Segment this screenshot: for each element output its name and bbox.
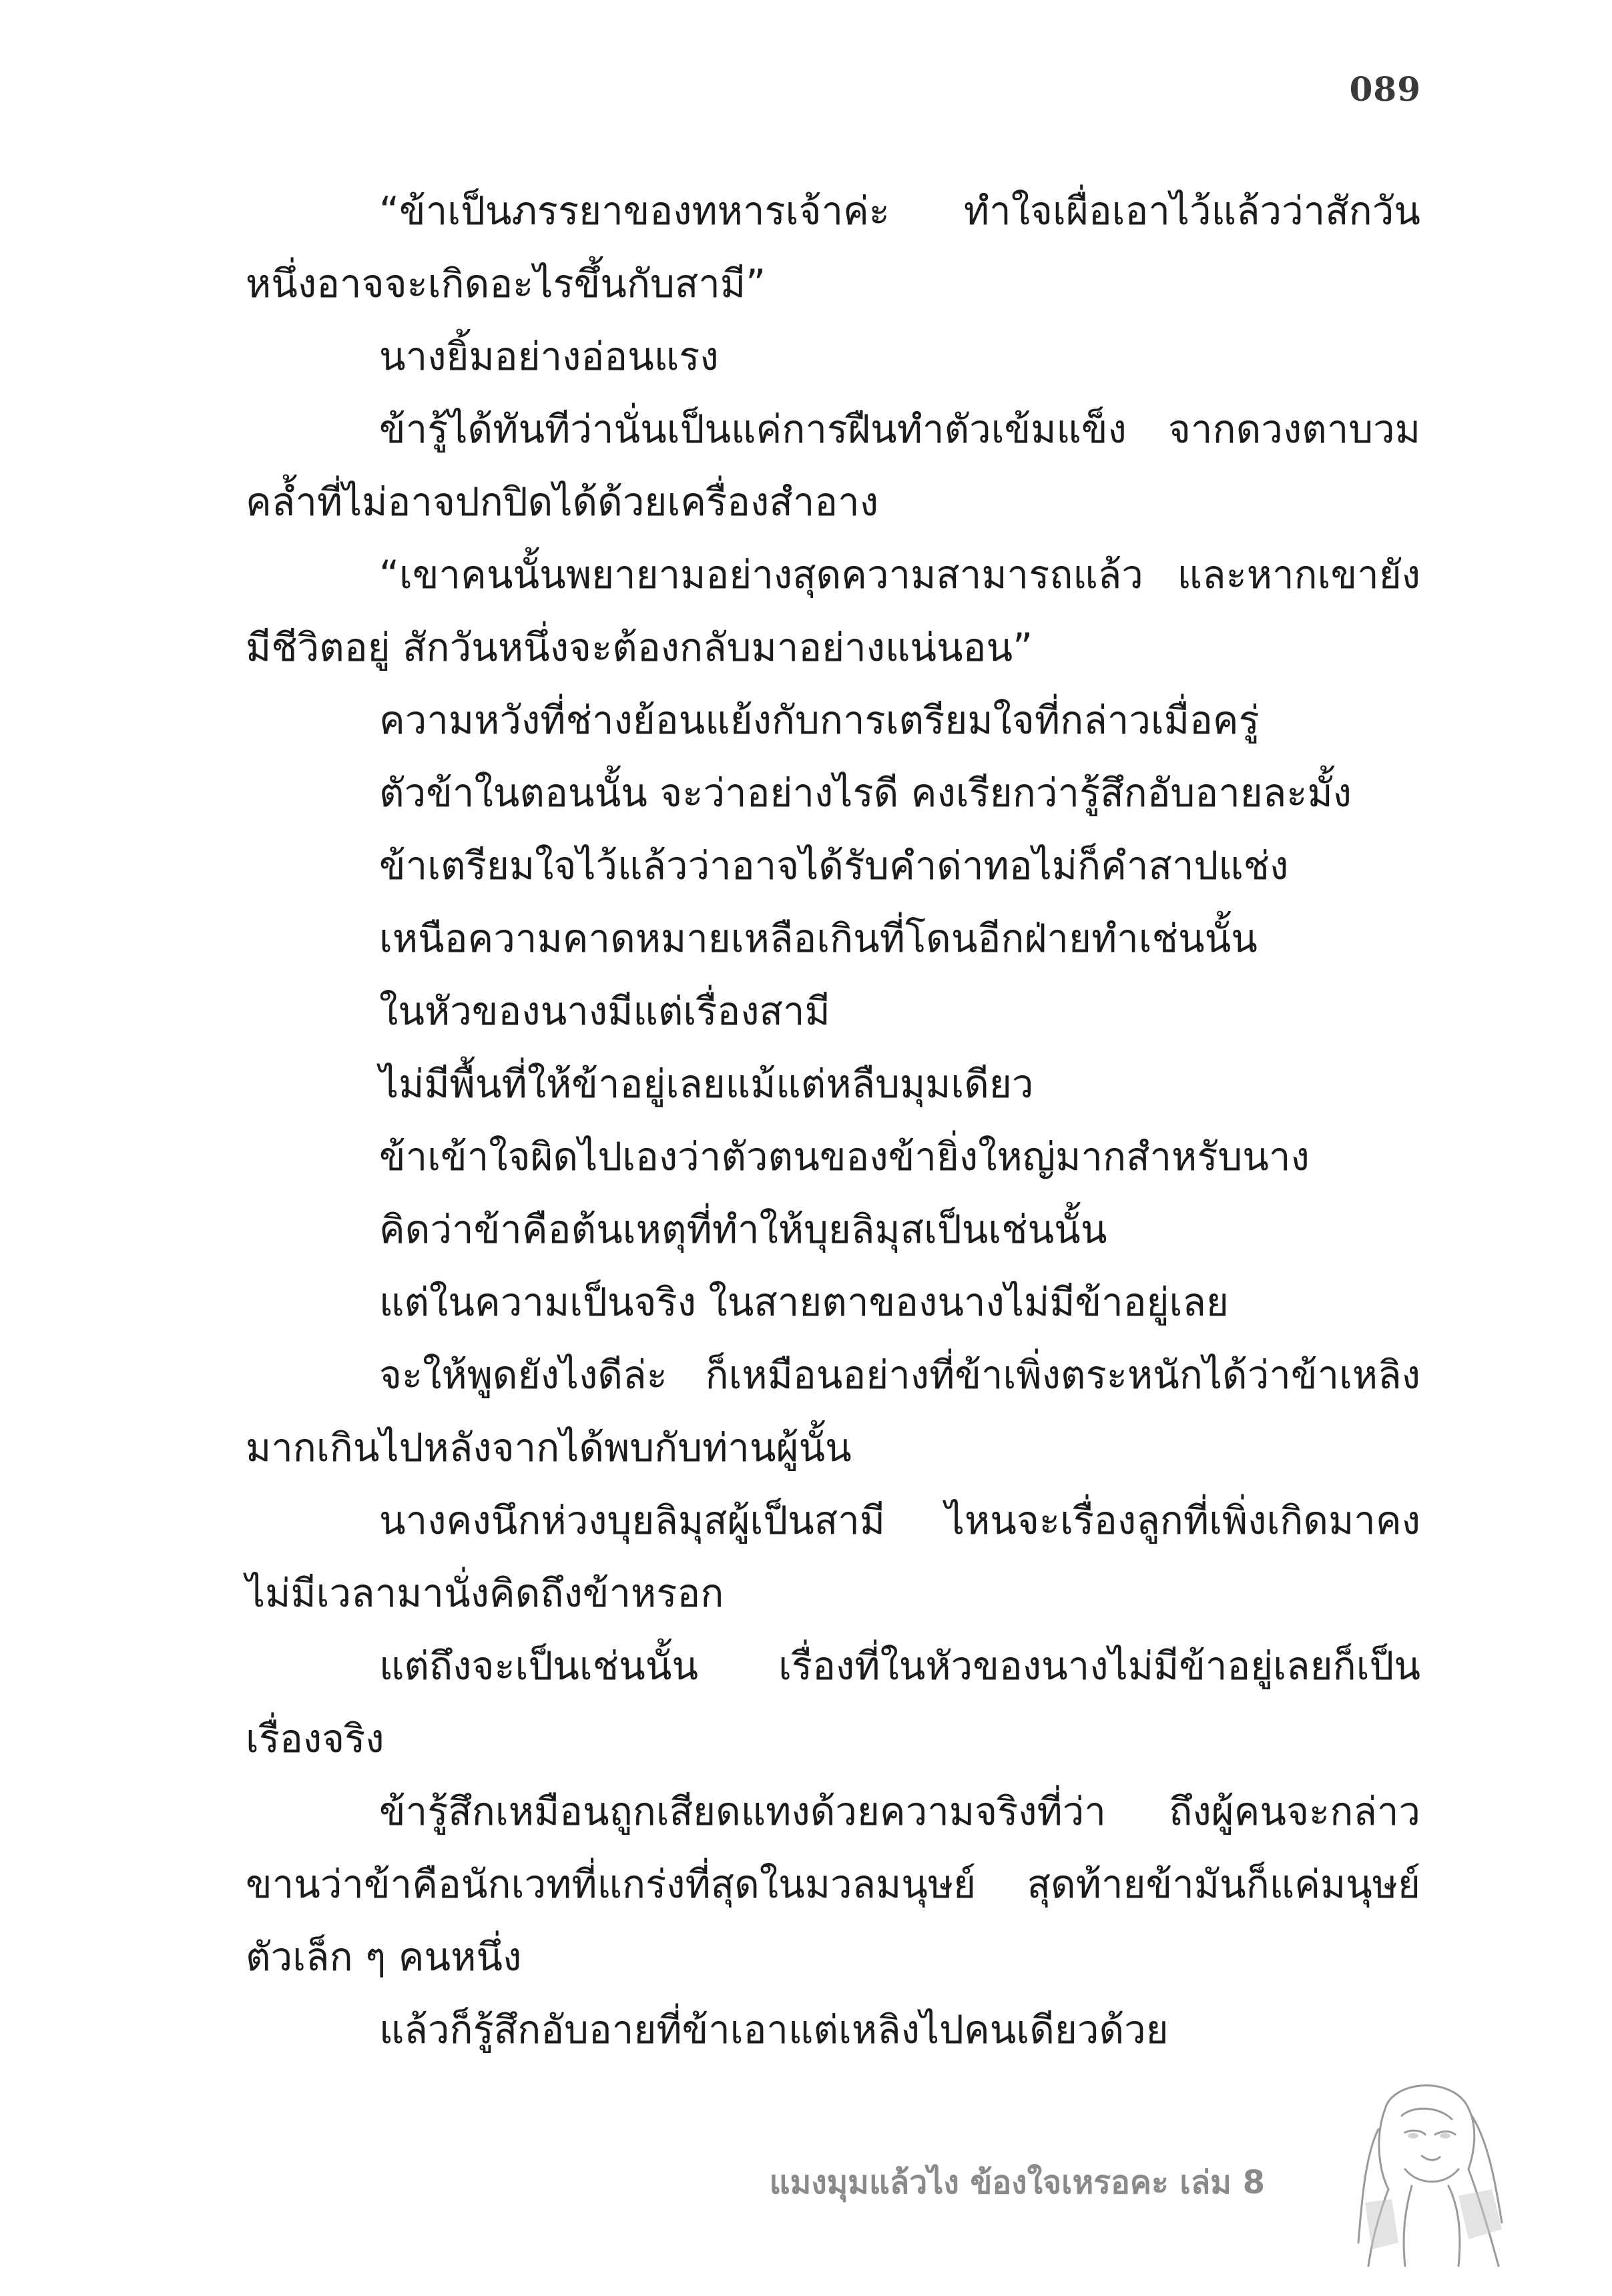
paragraph: ตัวข้าในตอนนั้น จะว่าอย่างไรดี คงเรียกว่ารู้สึกอับอายละมั้ง <box>379 770 1352 816</box>
paragraph: ข้ารู้ได้ทันทีว่านั่นเป็นแค่การฝืนทำตัวเข้มแข็ง จากดวงตาบวมคล้ำที่ไม่อาจปกปิดได้ด้วยเครื่องสำอาง <box>246 406 1420 525</box>
paragraph: นางคงนึกห่วงบุยลิมุสผู้เป็นสามี ไหนจะเรื่องลูกที่เพิ่งเกิดมาคงไม่มีเวลามานั่งคิดถึงข้าหรอก <box>246 1498 1420 1616</box>
paragraph: แต่ถึงจะเป็นเช่นนั้น เรื่องที่ในหัวของนางไม่มีข้าอยู่เลยก็เป็นเรื่องจริง <box>246 1643 1420 1761</box>
paragraph: ข้าเตรียมใจไว้แล้วว่าอาจได้รับคำด่าทอไม่ก็คำสาปแช่ง <box>379 843 1289 888</box>
paragraph: ความหวังที่ช่างย้อนแย้งกับการเตรียมใจที่กล่าวเมื่อครู่ <box>379 697 1260 743</box>
paragraph: ข้ารู้สึกเหมือนถูกเสียดแทงด้วยความจริงที่ว่า ถึงผู้คนจะกล่าวขานว่าข้าคือนักเวทที่แกร่งที่สุดในมวลมนุษย์ สุดท้ายข้ามันก็แค่มนุษย์ตัวเล็ก ๆ คนหนึ่ง <box>246 1789 1420 1980</box>
paragraph: ไม่มีพื้นที่ให้ข้าอยู่เลยแม้แต่หลืบมุมเดียว <box>379 1061 1034 1107</box>
paragraph: ข้าเข้าใจผิดไปเองว่าตัวตนของข้ายิ่งใหญ่มากสำหรับนาง <box>379 1134 1310 1179</box>
running-title: แมงมุมแล้วไง ข้องใจเหรอคะ เล่ม 8 <box>769 2164 1265 2201</box>
paragraph: แล้วก็รู้สึกอับอายที่ข้าเอาแต่เหลิงไปคนเดียวด้วย <box>379 2007 1169 2052</box>
character-illustration <box>1338 2069 1512 2269</box>
paragraph: “ข้าเป็นภรรยาของทหารเจ้าค่ะ ทำใจเผื่อเอาไว้แล้วว่าสักวันหนึ่งอาจจะเกิดอะไรขึ้นกับสามี” <box>246 188 1420 306</box>
paragraph: ในหัวของนางมีแต่เรื่องสามี <box>379 988 830 1034</box>
paragraph: แต่ในความเป็นจริง ในสายตาของนางไม่มีข้าอยู่เลย <box>379 1279 1229 1325</box>
page-number: 089 <box>1349 69 1421 109</box>
paragraph: คิดว่าข้าคือต้นเหตุที่ทำให้บุยลิมุสเป็นเช่นนั้น <box>379 1207 1107 1252</box>
paragraph: “เขาคนนั้นพยายามอย่างสุดความสามารถแล้ว และหากเขายังมีชีวิตอยู่ สักวันหนึ่งจะต้องกลับมาอย่างแน่นอน” <box>246 552 1420 670</box>
body-text <box>246 175 1420 2066</box>
paragraph: เหนือความคาดหมายเหลือเกินที่โดนอีกฝ่ายทำเช่นนั้น <box>379 916 1258 961</box>
paragraph: จะให้พูดยังไงดีล่ะ ก็เหมือนอย่างที่ข้าเพิ่งตระหนักได้ว่าข้าเหลิงมากเกินไปหลังจากได้พบกับท่านผู้นั้น <box>246 1352 1420 1470</box>
paragraph: นางยิ้มอย่างอ่อนแรง <box>379 334 719 379</box>
